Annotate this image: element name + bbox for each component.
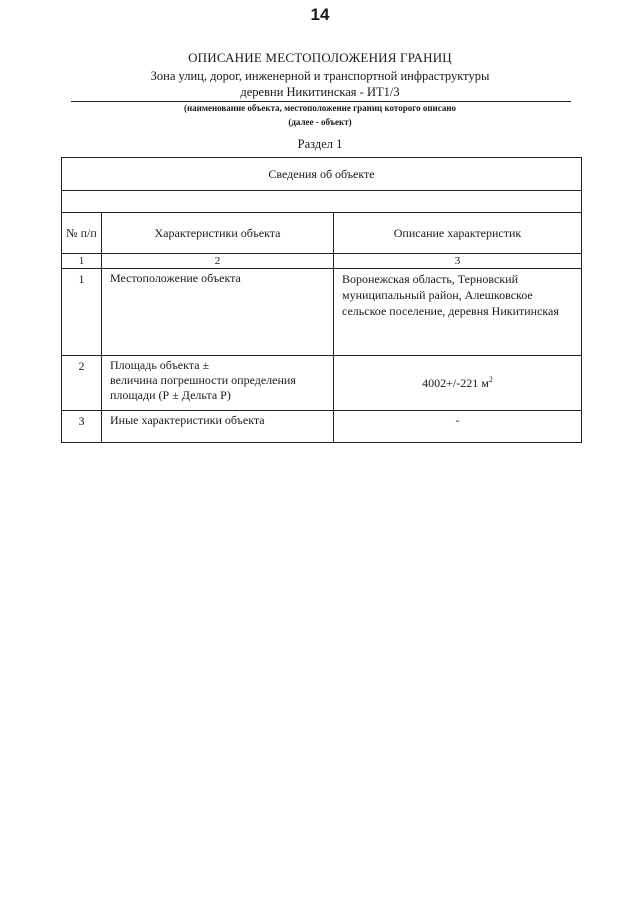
object-name-caption-line1: (наименование объекта, местоположение границ которого описано bbox=[183, 103, 457, 113]
column-number-3: 3 bbox=[334, 254, 582, 269]
object-name-line1: Зона улиц, дорог, инженерной и транспортной инфраструктуры bbox=[150, 69, 490, 83]
row-characteristic bbox=[102, 356, 334, 411]
row-description: Воронежская область, Терновский муниципальный район, Алешковское сельское поселение, деревня Никитинская bbox=[334, 269, 582, 356]
row-characteristic: Иные характеристики объекта bbox=[102, 411, 334, 443]
area-value: 4002+/-221 м bbox=[422, 375, 489, 390]
table-row bbox=[62, 411, 582, 443]
column-header-num: № п/п bbox=[62, 213, 102, 254]
section-label: Раздел 1 bbox=[297, 137, 343, 151]
table-blank-row bbox=[62, 191, 582, 213]
underline-rule bbox=[71, 101, 571, 102]
row-description bbox=[334, 356, 582, 411]
object-name-caption-line2: (далее - объект) bbox=[288, 117, 352, 127]
area-unit-superscript: 2 bbox=[488, 374, 493, 384]
column-number-1: 1 bbox=[62, 254, 102, 269]
object-info-table bbox=[61, 157, 582, 443]
object-name-line2: деревни Никитинская - ИТ1/3 bbox=[240, 85, 400, 99]
area-error-label: величина погрешности определения площади (Р ± Дельта Р) bbox=[110, 373, 296, 402]
column-header-description: Описание характеристик bbox=[334, 213, 582, 254]
row-number: 3 bbox=[62, 411, 102, 443]
column-number-2: 2 bbox=[102, 254, 334, 269]
row-characteristic: Местоположение объекта bbox=[102, 269, 334, 356]
page-number: 14 bbox=[310, 5, 330, 24]
table-title: Сведения об объекте bbox=[62, 158, 582, 191]
row-number: 2 bbox=[62, 356, 102, 411]
row-description: - bbox=[334, 411, 582, 443]
table-row bbox=[62, 356, 582, 411]
row-number: 1 bbox=[62, 269, 102, 356]
area-label: Площадь объекта ± bbox=[110, 358, 210, 372]
document-title: ОПИСАНИЕ МЕСТОПОЛОЖЕНИЯ ГРАНИЦ bbox=[188, 50, 452, 65]
column-header-characteristics: Характеристики объекта bbox=[102, 213, 334, 254]
table-row bbox=[62, 269, 582, 356]
